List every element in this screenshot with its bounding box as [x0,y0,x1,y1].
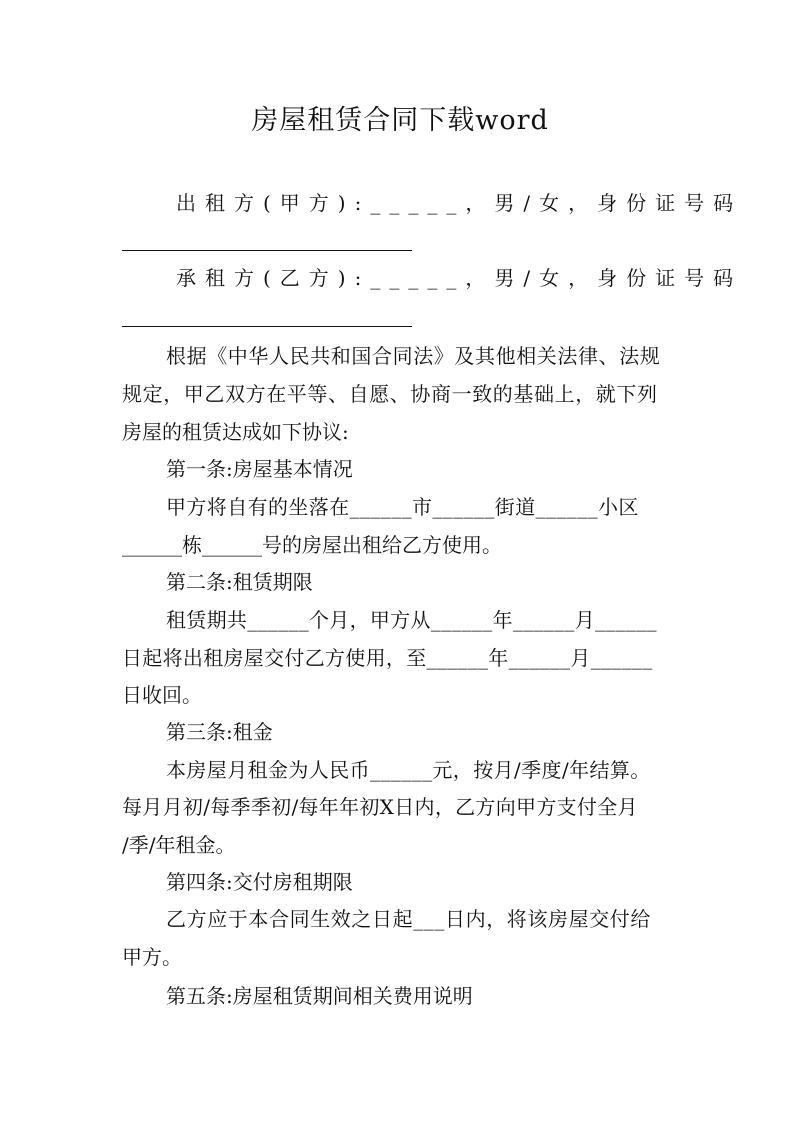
lessor-id-blank [122,250,412,251]
article1-heading: 第一条:房屋基本情况 [166,457,353,481]
article2-line-2: 日起将出租房屋交付乙方使用，至______年______月______ [122,646,653,670]
article3-heading: 第三条:租金 [166,720,273,744]
article5-heading: 第五条:房屋租赁期间相关费用说明 [166,984,473,1008]
article2-line-1: 租赁期共______个月，甲方从______年______月______ [166,608,657,632]
article3-line-1: 本房屋月租金为人民币______元，按月/季度/年结算。 [166,758,651,782]
lessor-line: 出租方(甲方):_____，男/女，身份证号码 [176,191,743,215]
intro-line-2: 规定，甲乙双方在平等、自愿、协商一致的基础上，就下列 [122,382,658,406]
article4-heading: 第四条:交付房租期限 [166,870,353,894]
intro-line-3: 房屋的租赁达成如下协议: [122,420,349,444]
lessee-line: 承租方(乙方):_____，男/女，身份证号码 [176,266,743,290]
article4-line-2: 甲方。 [122,945,182,969]
intro-line-1: 根据《中华人民共和国合同法》及其他相关法律、法规 [166,344,661,368]
article3-line-3: /季/年租金。 [122,833,236,857]
lessee-id-blank [122,326,412,327]
article1-line-1: 甲方将自有的坐落在______市______街道______小区 [166,495,639,519]
article1-line-2: ______栋______号的房屋出租给乙方使用。 [122,533,502,557]
document-title: 房屋租赁合同下载word [251,105,549,136]
article2-heading: 第二条:租赁期限 [166,570,313,594]
article4-line-1: 乙方应于本合同生效之日起___日内，将该房屋交付给 [166,907,651,931]
article3-line-2: 每月月初/每季季初/每年年初X日内，乙方向甲方支付全月 [122,795,638,819]
article2-line-3: 日收回。 [122,683,202,707]
